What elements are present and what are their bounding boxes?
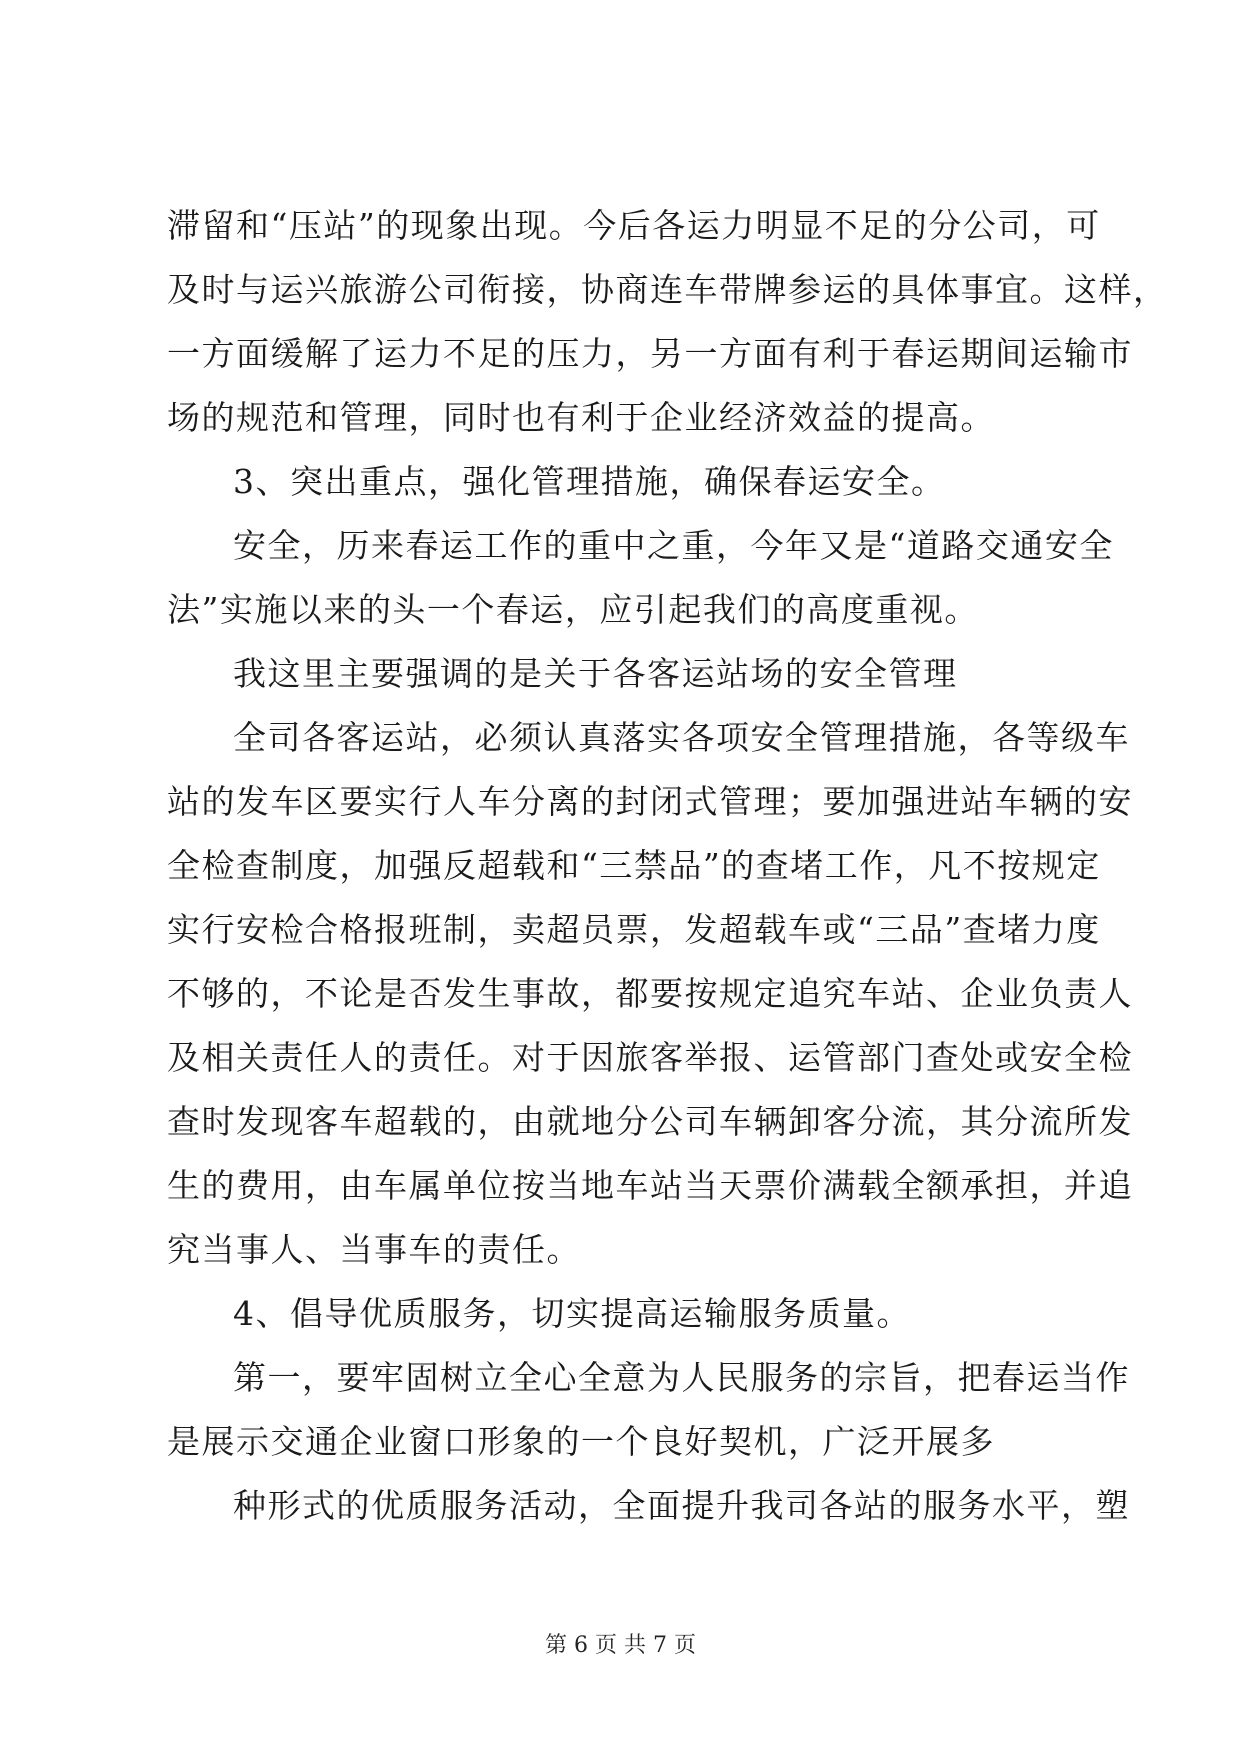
text-line: 究当事人、当事车的责任。 — [167, 1230, 581, 1269]
section-heading: 4、倡导优质服务，切实提高运输服务质量。 — [233, 1294, 911, 1333]
text-line: 站的发车区要实行人车分离的封闭式管理；要加强进站车辆的安 — [167, 782, 1133, 821]
text-line: 生的费用，由车属单位按当地车站当天票价满载全额承担，并追 — [167, 1166, 1133, 1205]
text-line: 全检查制度，加强反超载和“三禁品”的查堵工作，凡不按规定 — [167, 846, 1101, 885]
text-line: 是展示交通企业窗口形象的一个良好契机，广泛开展多 — [167, 1422, 995, 1461]
text-line: 及相关责任人的责任。对于因旅客举报、运管部门查处或安全检 — [167, 1038, 1133, 1077]
text-line: 种形式的优质服务活动，全面提升我司各站的服务水平，塑 — [233, 1486, 1130, 1525]
text-line: 安全，历来春运工作的重中之重，今年又是“道路交通安全 — [233, 526, 1114, 565]
text-line: 法”实施以来的头一个春运，应引起我们的高度重视。 — [167, 590, 979, 629]
page-number: 第 6 页 共 7 页 — [545, 1633, 696, 1658]
text-line: 查时发现客车超载的，由就地分公司车辆卸客分流，其分流所发 — [167, 1102, 1133, 1141]
text-line: 我这里主要强调的是关于各客运站场的安全管理 — [233, 654, 958, 693]
text-line: 及时与运兴旅游公司衔接，协商连车带牌参运的具体事宜。这样， — [167, 270, 1168, 309]
text-line: 不够的，不论是否发生事故，都要按规定追究车站、企业负责人 — [167, 974, 1133, 1013]
text-line: 场的规范和管理，同时也有利于企业经济效益的提高。 — [167, 398, 995, 437]
text-line: 滞留和“压站”的现象出现。今后各运力明显不足的分公司，可 — [167, 206, 1101, 245]
text-line: 第一，要牢固树立全心全意为人民服务的宗旨，把春运当作 — [233, 1358, 1130, 1397]
section-heading: 3、突出重点，强化管理措施，确保春运安全。 — [233, 462, 946, 501]
text-line: 全司各客运站，必须认真落实各项安全管理措施，各等级车 — [233, 718, 1130, 757]
text-line: 实行安检合格报班制，卖超员票，发超载车或“三品”查堵力度 — [167, 910, 1101, 949]
text-line: 一方面缓解了运力不足的压力，另一方面有利于春运期间运输市 — [167, 334, 1133, 373]
